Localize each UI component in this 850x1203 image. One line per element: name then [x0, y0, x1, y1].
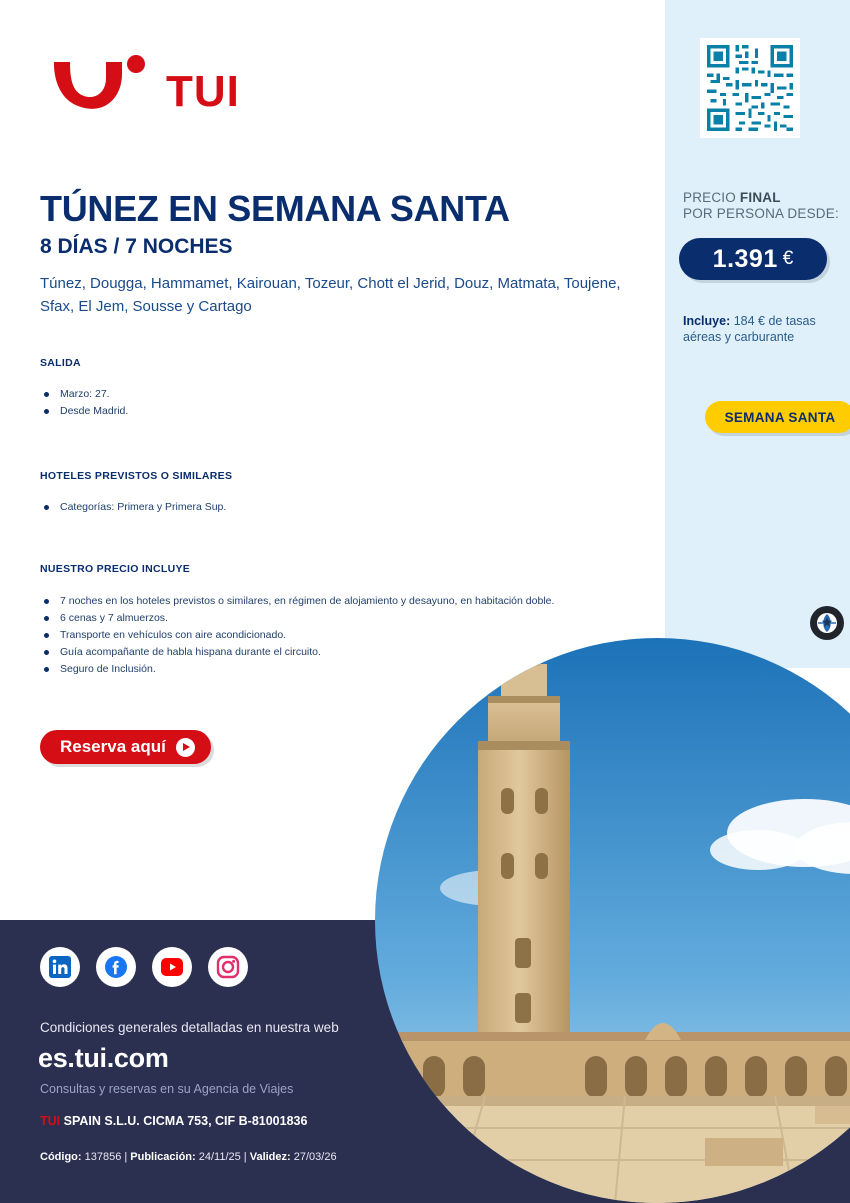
- legal-brand: TUI: [40, 1114, 61, 1128]
- section-list-incluye: [40, 593, 554, 678]
- list-item: 6 cenas y 7 almuerzos.: [40, 610, 554, 627]
- website-link[interactable]: es.tui.com: [38, 1043, 169, 1073]
- list-item: Seguro de Inclusión.: [40, 661, 554, 678]
- section-heading-incluye: NUESTRO PRECIO INCLUYE: [40, 563, 191, 575]
- legal-detail: SPAIN S.L.U. CICMA 753, CIF B-81001836: [60, 1114, 308, 1128]
- list-item: Guía acompañante de habla hispana durante el circuito.: [40, 644, 554, 661]
- reserve-button[interactable]: [40, 730, 211, 764]
- price-includes-note: [683, 313, 843, 345]
- instagram-icon[interactable]: [208, 947, 248, 987]
- includes-label: Incluye:: [683, 314, 731, 328]
- legal-text: [40, 1114, 307, 1128]
- page-subtitle: 8 DÍAS / 7 NOCHES: [40, 235, 233, 258]
- play-circle-icon: [176, 738, 195, 757]
- page-title: TÚNEZ EN SEMANA SANTA: [40, 188, 510, 229]
- conditions-text: Condiciones generales detalladas en nuestra web: [40, 1020, 339, 1035]
- price-amount: 1.391: [712, 244, 778, 273]
- codes-line: [40, 1151, 337, 1163]
- tui-logo: [44, 52, 274, 132]
- section-list-hoteles: [40, 499, 226, 516]
- reserve-button-label: Reserva aquí: [60, 737, 166, 756]
- price-sidebar: [665, 0, 850, 668]
- price-label-strong: FINAL: [739, 190, 781, 205]
- linkedin-icon[interactable]: [40, 947, 80, 987]
- codigo-label: Código:: [40, 1151, 82, 1163]
- validez-label: Validez:: [249, 1151, 291, 1163]
- list-item: Marzo: 27.: [40, 386, 128, 403]
- list-item: Desde Madrid.: [40, 403, 128, 420]
- price-label-pre: PRECIO: [683, 190, 740, 205]
- list-item: Categorías: Primera y Primera Sup.: [40, 499, 226, 516]
- price-pill: [679, 238, 827, 280]
- price-label: [683, 190, 848, 222]
- qr-code-icon[interactable]: [700, 38, 800, 138]
- price-currency: €: [782, 248, 794, 269]
- route-list: Túnez, Dougga, Hammamet, Kairouan, Tozeur, Chott el Jerid, Douz, Matmata, Toujene, Sfax, El Jem, Sousse y Cartago: [40, 275, 621, 315]
- list-item: Transporte en vehículos con aire acondicionado.: [40, 627, 554, 644]
- codigo-value: 137856 |: [81, 1151, 131, 1163]
- validez-value: 27/03/26: [290, 1151, 337, 1163]
- section-list-salida: [40, 386, 128, 420]
- list-item: 7 noches en los hoteles previstos o similares, en régimen de alojamiento y desayuno, en habitación doble.: [40, 593, 554, 610]
- section-heading-salida: SALIDA: [40, 357, 81, 369]
- globe-seal-icon: [810, 606, 844, 640]
- publicacion-label: Publicación:: [130, 1151, 196, 1163]
- publicacion-value: 24/11/25 |: [195, 1151, 250, 1163]
- section-heading-hoteles: HOTELES PREVISTOS O SIMILARES: [40, 470, 233, 482]
- svg-text:TUI: TUI: [166, 67, 240, 116]
- social-links: [40, 947, 248, 987]
- consultas-text: Consultas y reservas en su Agencia de Viajes: [40, 1082, 294, 1096]
- facebook-icon[interactable]: [96, 947, 136, 987]
- youtube-icon[interactable]: [152, 947, 192, 987]
- status-badge: SEMANA SANTA: [705, 401, 850, 433]
- includes-text: 184 € de tasas aéreas y carburante: [683, 314, 816, 344]
- price-label-line2: POR PERSONA DESDE:: [683, 206, 839, 221]
